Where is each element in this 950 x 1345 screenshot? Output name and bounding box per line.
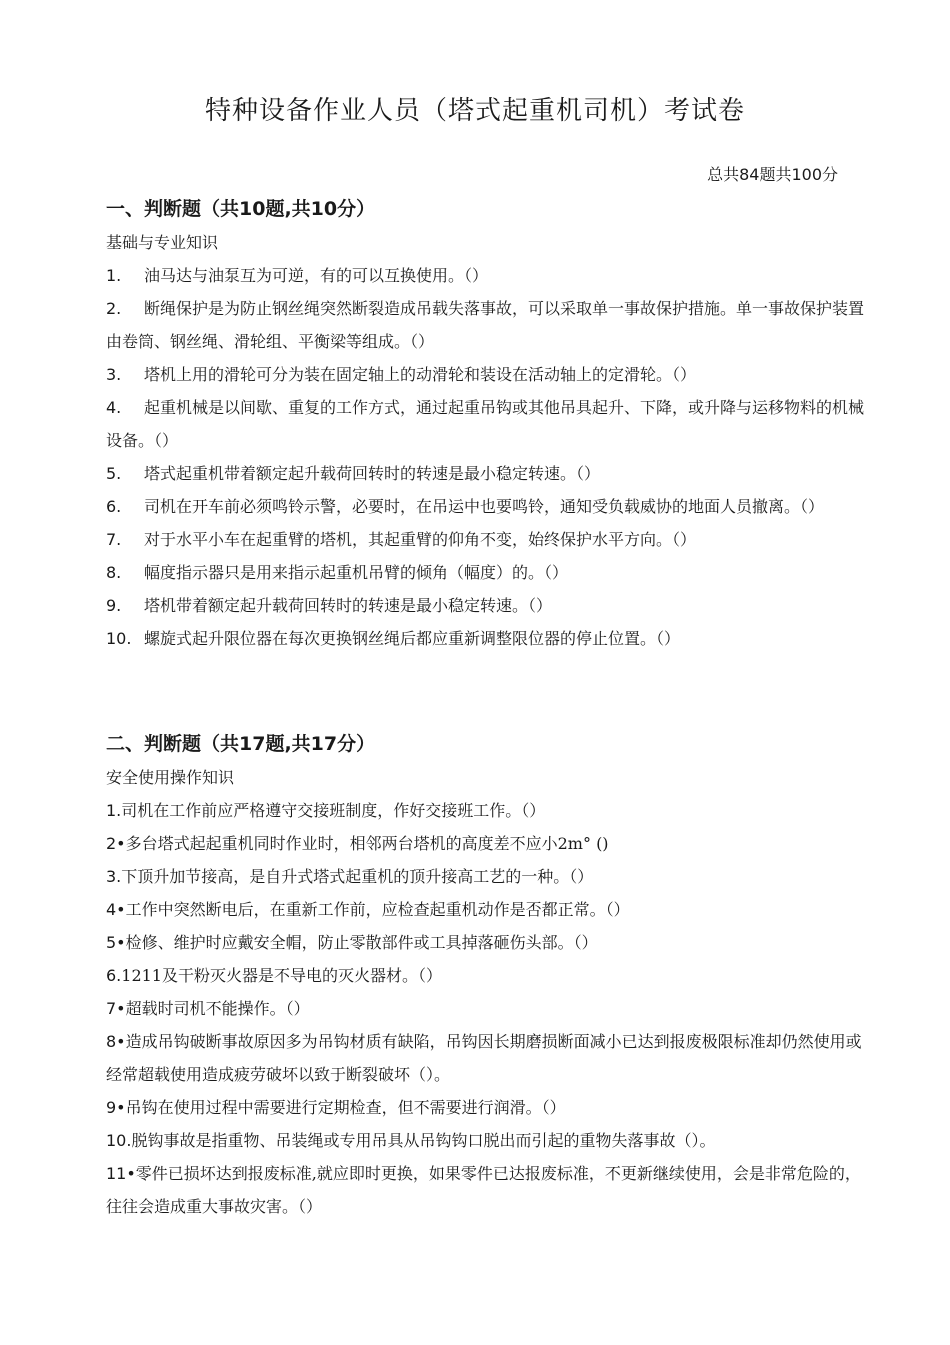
question-number: 4•: [106, 900, 126, 919]
question-2-5: [106, 926, 866, 959]
question-text: 造成吊钩破断事故原因多为吊钩材质有缺陷，吊钩因长期磨损断面减小已达到报废极限标准却仍然使用或经常超载使用造成疲劳破坏以致于断裂破坏（）。: [106, 1032, 862, 1084]
question-text: 司机在开车前必须鸣铃示警，必要时，在吊运中也要鸣铃，通知受负载威协的地面人员撤离。（）: [144, 497, 825, 516]
question-text: 对于水平小车在起重臂的塔机，其起重臂的仰角不变，始终保护水平方向。（）: [144, 530, 697, 549]
question-text: 螺旋式起升限位器在每次更换钢丝绳后都应重新调整限位器的停止位置。（）: [144, 629, 681, 648]
question-number: 8•: [106, 1032, 126, 1051]
question-number: 8.: [106, 563, 122, 582]
question-1-2: [106, 292, 866, 358]
section-1: [106, 192, 866, 655]
question-2-11: [106, 1157, 866, 1223]
question-1-4: [106, 391, 866, 457]
question-number: 4.: [106, 398, 122, 417]
question-text: 脱钩事故是指重物、吊装绳或专用吊具从吊钩钩口脱出而引起的重物失落事故（）。: [131, 1131, 716, 1150]
question-text: 1211及干粉灭火器是不导电的灭火器材。（）: [121, 966, 442, 985]
question-number: 7•: [106, 999, 126, 1018]
question-text: 塔机上用的滑轮可分为装在固定轴上的动滑轮和装设在活动轴上的定滑轮。（）: [144, 365, 697, 384]
section-2-subtitle: 安全使用操作知识: [106, 768, 235, 787]
question-2-8: [106, 1025, 866, 1091]
question-number: 6.: [106, 966, 122, 985]
question-text: 起重机械是以间歇、重复的工作方式，通过起重吊钩或其他吊具起升、下降，或升降与运移物料的机械设备。（）: [106, 398, 865, 450]
question-text: 司机在工作前应严格遵守交接班制度，作好交接班工作。（）: [121, 801, 546, 820]
question-number: 1.: [106, 266, 122, 285]
section-2: [106, 727, 866, 1223]
question-1-10: [106, 622, 866, 655]
question-number: 5•: [106, 933, 126, 952]
question-2-6: [106, 959, 866, 992]
question-2-1: [106, 794, 866, 827]
question-2-2: [106, 827, 866, 860]
question-text: 吊钩在使用过程中需要进行定期检查，但不需要进行润滑。（）: [125, 1098, 566, 1117]
question-text: 多台塔式起起重机同时作业时，相邻两台塔机的高度差不应小2m° (): [125, 834, 609, 853]
question-number: 3.: [106, 365, 122, 384]
question-text: 断绳保护是为防止钢丝绳突然断裂造成吊载失落事故，可以采取单一事故保护措施。单一事故保护装置由卷筒、钢丝绳、滑轮组、平衡梁等组成。（）: [106, 299, 865, 351]
question-2-4: [106, 893, 866, 926]
question-text: 塔式起重机带着额定起升载荷回转时的转速是最小稳定转速。（）: [144, 464, 601, 483]
question-2-7: [106, 992, 866, 1025]
question-1-7: [106, 523, 866, 556]
question-text: 零件已损坏达到报废标准,就应即时更换，如果零件已达报废标准，不更新继续使用，会是非常危险的，往往会造成重大事故灾害。（）: [106, 1164, 861, 1216]
question-text: 幅度指示器只是用来指示起重机吊臂的倾角（幅度）的。（）: [144, 563, 569, 582]
question-number: 9•: [106, 1098, 126, 1117]
question-1-8: [106, 556, 866, 589]
question-2-9: [106, 1091, 866, 1124]
question-number: 5.: [106, 464, 122, 483]
question-1-1: [106, 259, 866, 292]
section-2-heading: 二、判断题（共17题,共17分）: [106, 733, 376, 755]
question-number: 3.: [106, 867, 122, 886]
question-text: 检修、维护时应戴安全帽，防止零散部件或工具掉落砸伤头部。（）: [125, 933, 598, 952]
question-number: 10.: [106, 629, 132, 648]
section-1-heading: 一、判断题（共10题,共10分）: [106, 198, 376, 220]
question-2-10: [106, 1124, 866, 1157]
section-1-subtitle: 基础与专业知识: [106, 233, 219, 252]
question-number: 1.: [106, 801, 122, 820]
question-1-5: [106, 457, 866, 490]
question-text: 塔机带着额定起升载荷回转时的转速是最小稳定转速。（）: [144, 596, 553, 615]
question-1-3: [106, 358, 866, 391]
question-number: 2•: [106, 834, 126, 853]
total-score: 总共84题共100分: [707, 165, 838, 184]
question-number: 7.: [106, 530, 122, 549]
question-number: 2.: [106, 299, 122, 318]
exam-title: 特种设备作业人员（塔式起重机司机）考试卷: [204, 96, 745, 126]
question-1-9: [106, 589, 866, 622]
question-number: 10.: [106, 1131, 132, 1150]
question-text: 油马达与油泵互为可逆，有的可以互换使用。（）: [144, 266, 489, 285]
question-text: 下顶升加节接高，是自升式塔式起重机的顶升接高工艺的一种。（）: [121, 867, 594, 886]
question-2-3: [106, 860, 866, 893]
question-number: 9.: [106, 596, 122, 615]
question-number: 11•: [106, 1164, 136, 1183]
question-text: 超载时司机不能操作。（）: [125, 999, 310, 1018]
question-1-6: [106, 490, 866, 523]
question-text: 工作中突然断电后，在重新工作前，应检查起重机动作是否都正常。（）: [125, 900, 630, 919]
question-number: 6.: [106, 497, 122, 516]
